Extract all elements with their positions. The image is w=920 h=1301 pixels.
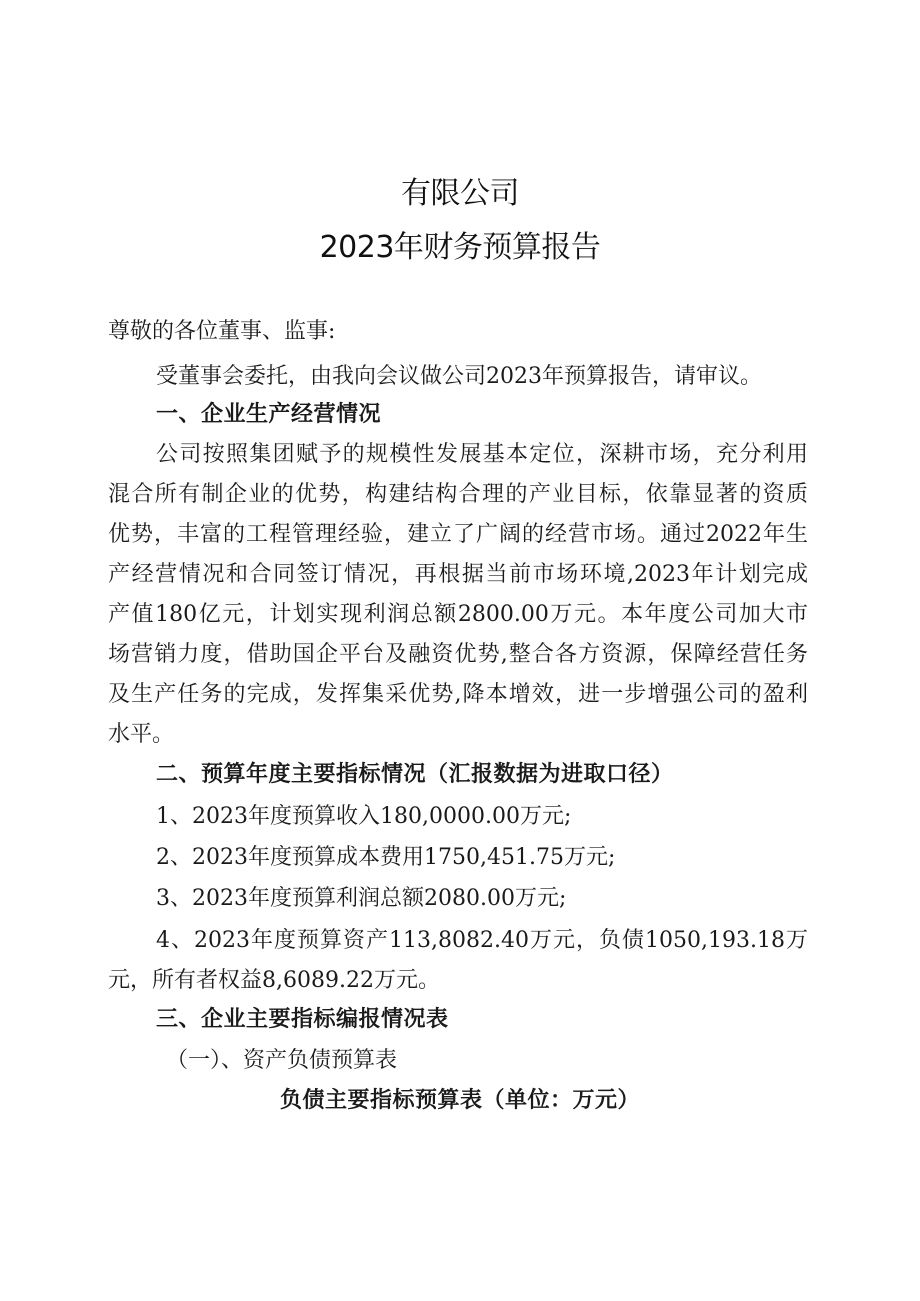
paragraph-line: 产经营情况和合同签订情况，再根据当前市场环境,2023年计划完成 [108, 562, 808, 587]
paragraph-line: 混合所有制企业的优势，构建结构合理的产业目标，依靠显著的资质 [108, 482, 808, 507]
section-heading-3: 三、企业主要指标编报情况表 [156, 1007, 449, 1032]
paragraph-line: 优势，丰富的工程管理经验，建立了广阔的经营市场。通过2022年生 [108, 522, 808, 547]
company-title: 有限公司 [401, 176, 519, 211]
indicator-item-continued: 元，所有者权益8,6089.22万元。 [108, 968, 440, 993]
paragraph-line: 公司按照集团赋予的规模性发展基本定位，深耕市场，充分利用 [156, 442, 808, 467]
paragraph-line: 及生产任务的完成，发挥集采优势,降本增效，进一步增强公司的盈利 [108, 682, 808, 707]
paragraph-line: 水平。 [108, 722, 175, 747]
indicator-item: 3、2023年度预算利润总额2080.00万元; [156, 886, 567, 911]
section-heading-2: 二、预算年度主要指标情况（汇报数据为进取口径） [156, 762, 674, 787]
paragraph-line: 场营销力度，借助国企平台及融资优势,整合各方资源，保障经营任务 [108, 642, 808, 667]
section-heading-1: 一、企业生产经营情况 [156, 402, 382, 427]
indicator-item: 2、2023年度预算成本费用1750,451.75万元; [156, 845, 616, 870]
table-title: 负债主要指标预算表（单位：万元） [279, 1088, 640, 1113]
indicator-item: 4、2023年度预算资产113,8082.40万元，负债1050,193.18万 [156, 928, 808, 953]
paragraph-line: 产值180亿元，计划实现利润总额2800.00万元。本年度公司加大市 [108, 602, 808, 627]
salutation: 尊敬的各位董事、监事: [108, 319, 336, 344]
sub-heading: （一）、资产负债预算表 [166, 1048, 398, 1073]
indicator-item: 1、2023年度预算收入180,0000.00万元; [156, 804, 572, 829]
intro-paragraph: 受董事会委托，由我向会议做公司2023年预算报告，请审议。 [156, 364, 762, 389]
report-title: 2023年财务预算报告 [319, 230, 601, 265]
